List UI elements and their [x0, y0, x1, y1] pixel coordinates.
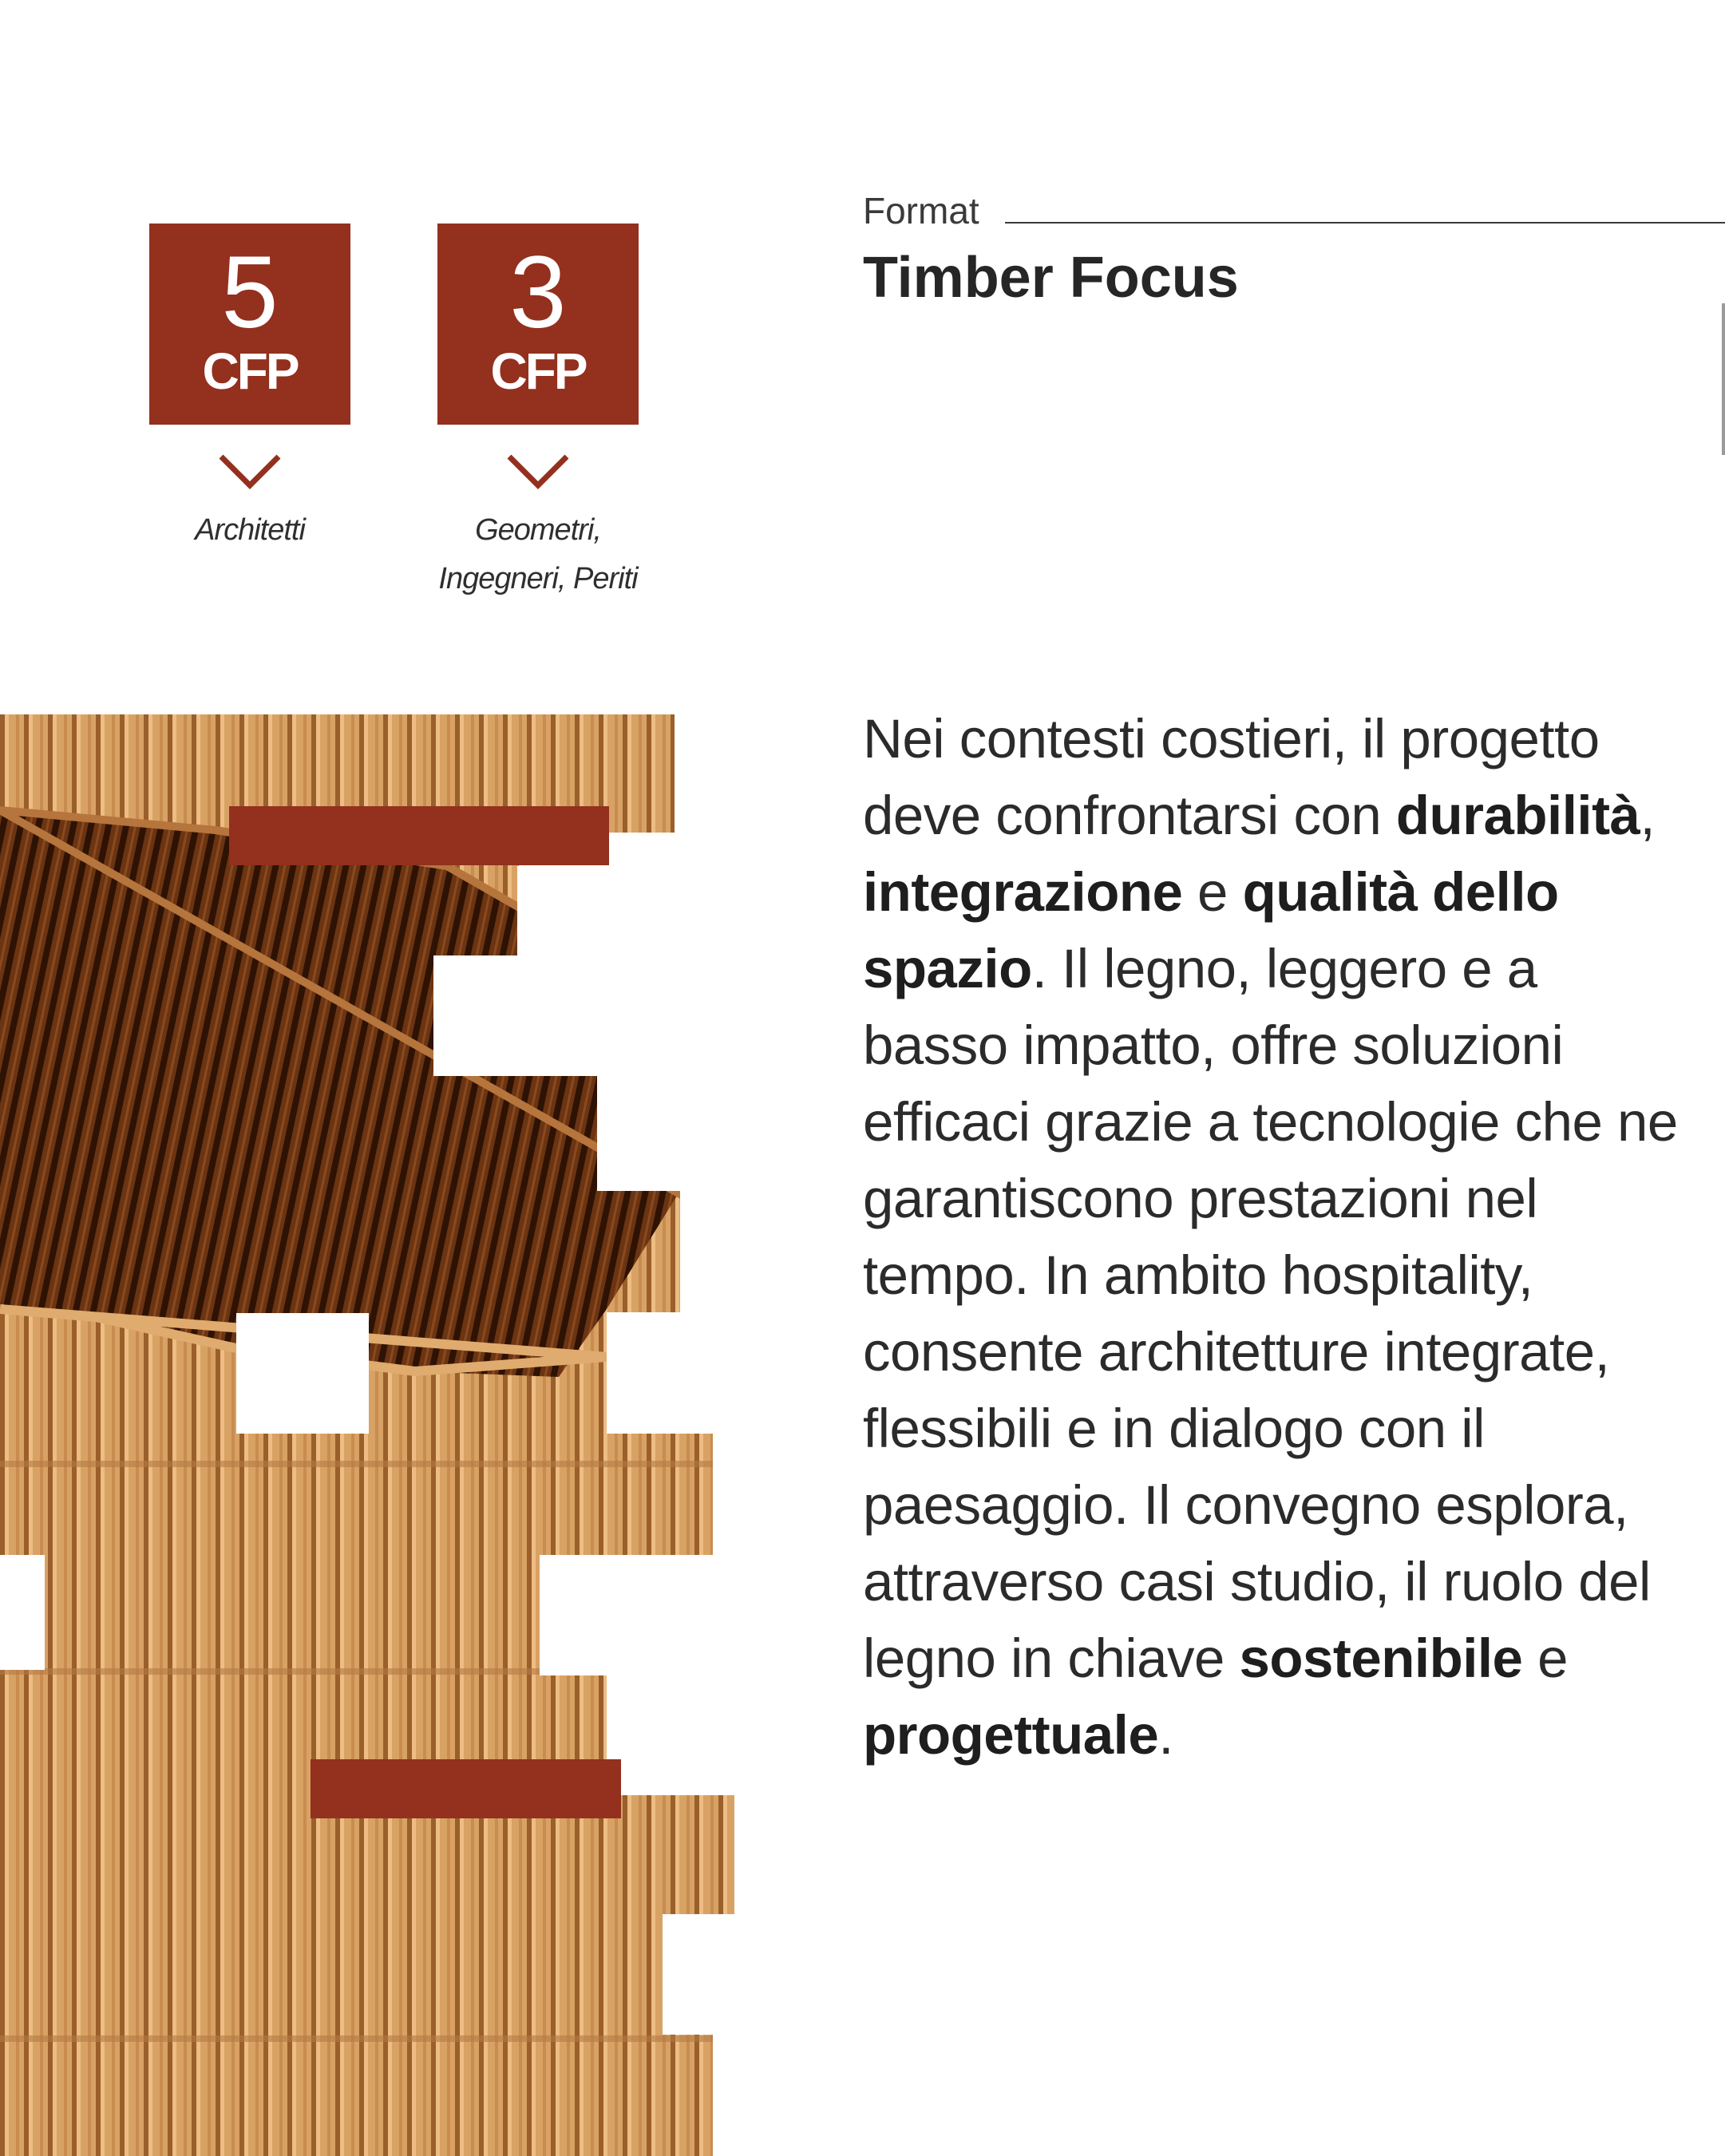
cfp-number: 3 — [509, 235, 567, 350]
body-text-segment: , — [1640, 785, 1656, 846]
emphasis-text: integrazione — [863, 861, 1183, 923]
format-title: Timber Focus — [863, 246, 1239, 310]
emphasis-text: progettuale — [863, 1704, 1159, 1766]
edge-divider — [1722, 303, 1725, 455]
body-text-segment: Nei contesti costieri, il progetto deve confrontarsi con — [863, 708, 1600, 846]
emphasis-text: qualità dello spazio — [863, 861, 1559, 999]
body-text-segment: . Il legno, leggero e a basso impatto, offre soluzioni efficaci grazie a tecnologie che ne garantiscono prestazioni nel tempo. In ambito hospitality, consente architetture integrate, flessibili e in dialogo con il paesaggio. Il convegno esplora, attraverso casi studio, il ruolo del legno in chiave — [863, 938, 1678, 1689]
cfp-unit: CFP — [490, 342, 586, 400]
cfp-number: 5 — [221, 235, 279, 350]
audience-line: Architetti — [195, 513, 305, 547]
audience-line: Ingegneri, Periti — [438, 562, 638, 595]
format-label: Format — [863, 190, 979, 231]
body-text-segment: e — [1182, 861, 1243, 923]
emphasis-text: sostenibile — [1239, 1628, 1523, 1689]
timber-slats-image — [0, 0, 750, 2156]
audience-line: Geometri, — [475, 513, 601, 547]
emphasis-text: durabilità — [1395, 785, 1640, 846]
description-paragraph — [863, 701, 1693, 1774]
cfp-unit: CFP — [202, 342, 298, 400]
body-text-segment: . — [1158, 1704, 1173, 1766]
body-text-segment: e — [1522, 1628, 1568, 1689]
format-divider — [1005, 222, 1725, 224]
